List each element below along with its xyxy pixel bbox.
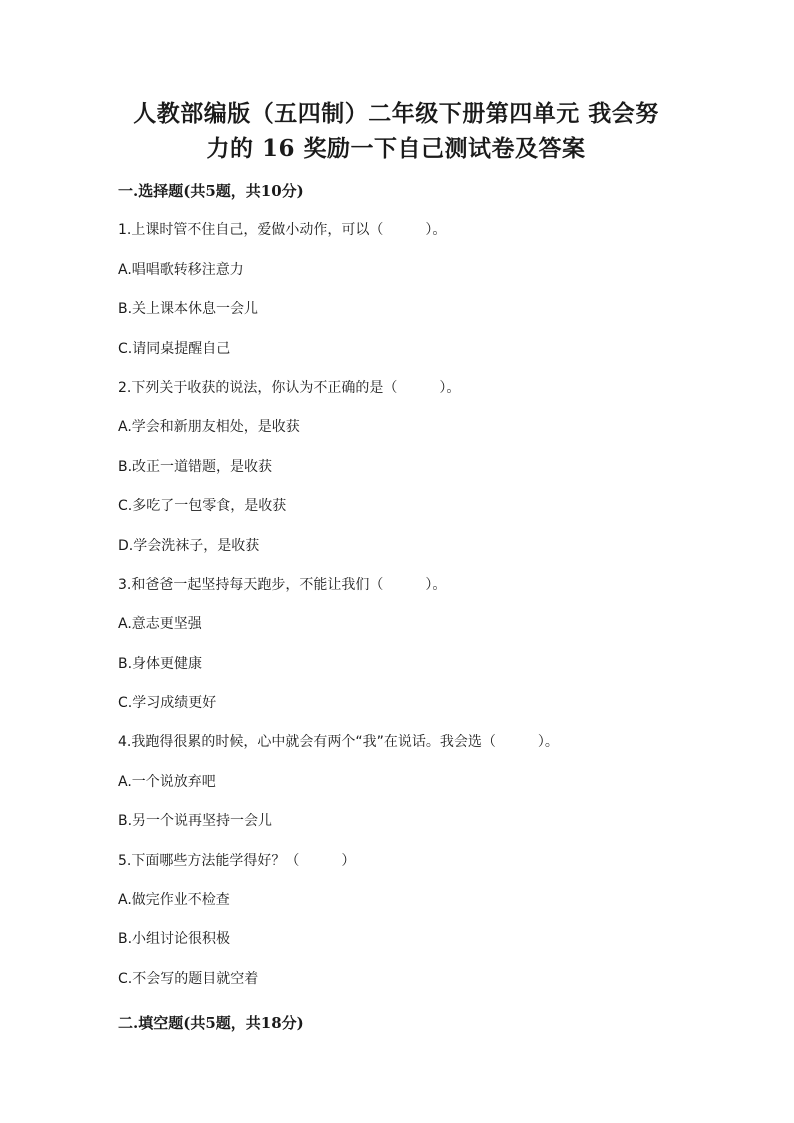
document-title (118, 96, 674, 166)
option-b: B.另一个说再坚持一会儿 (118, 813, 273, 830)
question-stem: 5.下面哪些方法能学得好？（ ） (118, 852, 356, 869)
option-c: C.不会写的题目就空着 (118, 970, 259, 987)
option-b: B.关上课本休息一会儿 (118, 301, 259, 318)
option-a: A.做完作业不检查 (118, 892, 230, 909)
option-d: D.学会洗袜子，是收获 (118, 537, 260, 554)
question-3 (118, 575, 674, 713)
section-heading-fill-in-blank: 二.填空题(共5题，共18分) (118, 1013, 304, 1032)
option-b: B.改正一道错题，是收获 (118, 458, 273, 475)
option-c: C.多吃了一包零食，是收获 (118, 498, 287, 515)
question-stem: 3.和爸爸一起坚持每天跑步，不能让我们（ ）。 (118, 576, 447, 593)
question-stem: 4.我跑得很累的时候，心中就会有两个“我”在说话。我会选（ ）。 (118, 734, 559, 751)
option-list (118, 890, 674, 989)
option-c: C.请同桌提醒自己 (118, 340, 231, 357)
option-list (118, 260, 674, 359)
question-2 (118, 378, 674, 556)
option-c: C.学习成绩更好 (118, 695, 217, 712)
question-stem: 2.下列关于收获的说法，你认为不正确的是（ ）。 (118, 379, 461, 396)
question-4 (118, 732, 674, 831)
section-multiple-choice (118, 181, 674, 989)
question-stem: 1.上课时管不住自己，爱做小动作，可以（ ）。 (118, 222, 447, 239)
option-b: B.小组讨论很积极 (118, 931, 231, 948)
option-a: A.学会和新朋友相处，是收获 (118, 419, 300, 436)
question-list (118, 220, 674, 988)
option-list (118, 772, 674, 831)
option-list (118, 614, 674, 713)
section-fill-in-blank (118, 1013, 674, 1033)
question-5 (118, 851, 674, 989)
document-title-line-1: 人教部编版（五四制）二年级下册第四单元 我会努 (133, 100, 659, 127)
document-title-line-2: 力的 16 奖励一下自己测试卷及答案 (206, 135, 586, 162)
option-a: A.唱唱歌转移注意力 (118, 261, 244, 278)
option-a: A.一个说放弃吧 (118, 773, 216, 790)
section-heading-multiple-choice: 一.选择题(共5题，共10分) (118, 182, 304, 200)
option-b: B.身体更健康 (118, 655, 203, 672)
option-list (118, 417, 674, 555)
option-a: A.意志更坚强 (118, 616, 202, 633)
question-1 (118, 220, 674, 358)
